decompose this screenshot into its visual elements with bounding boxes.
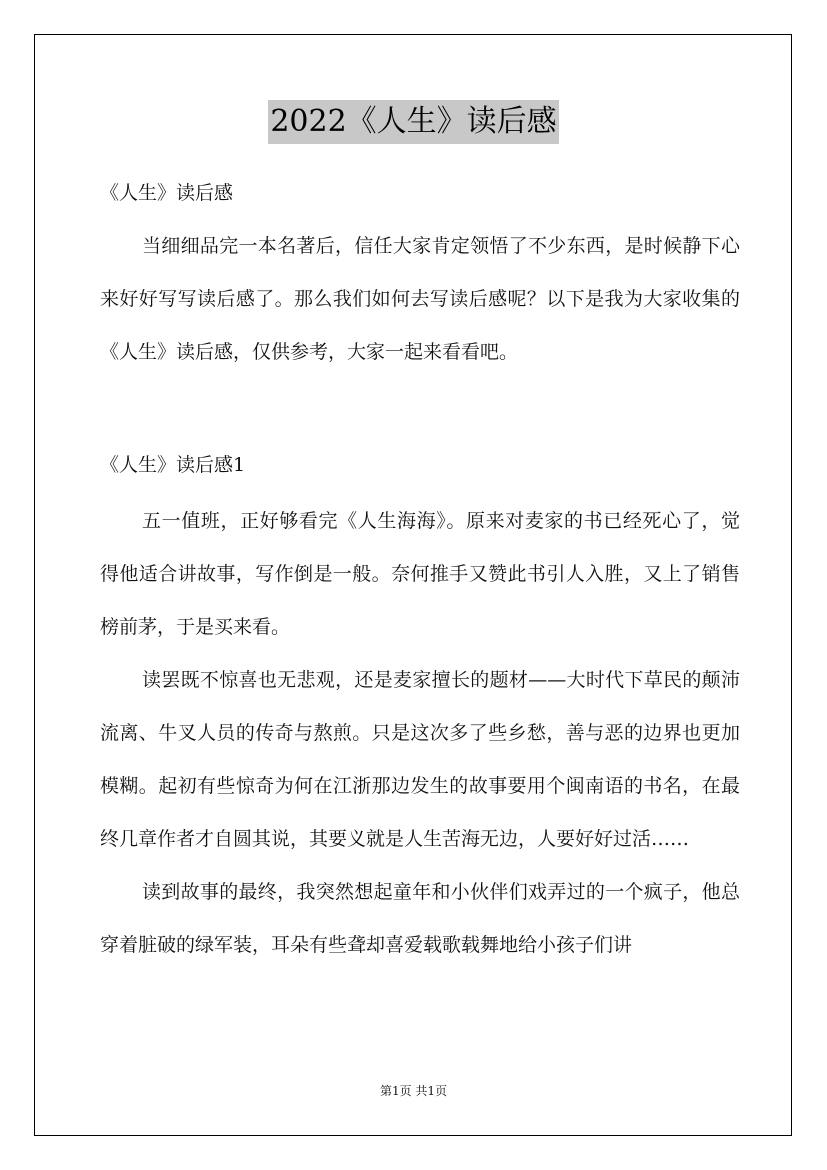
intro-paragraph: 当细细品完一本名著后，信任大家肯定领悟了不少东西，是时候静下心来好好写写读后感了。那么我们如何去写读后感呢？以下是我为大家收集的《人生》读后感，仅供参考，大家一起来看看吧。 — [100, 235, 740, 363]
paragraph: 读罢既不惊喜也无悲观，还是麦家擅长的题材——大时代下草民的颠沛流离、牛叉人员的传奇与熬煎。只是这次多了些乡愁，善与恶的边界也更加模糊。起初有些惊奇为何在江浙那边发生的故事要用个闽南语的书名，在最终几章作者才自圆其说，其要义就是人生苦海无边，人要好好过活…… — [100, 669, 740, 850]
section-heading — [100, 450, 740, 480]
body-text — [100, 495, 740, 972]
intro-paragraph-block — [100, 220, 740, 379]
document-title — [0, 100, 827, 144]
section-heading-text: 《人生》读后感1 — [100, 454, 246, 476]
page-footer: 第1页 共1页 — [379, 1084, 448, 1098]
paragraph: 读到故事的最终，我突然想起童年和小伙伴们戏弄过的一个疯子，他总穿着脏破的绿军装，耳朵有些聋却喜爱载歌载舞地给小孩子们讲 — [100, 881, 740, 956]
document-title-text: 2022《人生》读后感 — [268, 100, 558, 144]
paragraph: 五一值班，正好够看完《人生海海》。原来对麦家的书已经死心了，觉得他适合讲故事，写作倒是一般。奈何推手又赞此书引人入胜，又上了销售榜前茅，于是买来看。 — [100, 510, 740, 638]
intro-heading-text: 《人生》读后感 — [100, 182, 234, 204]
intro-heading — [100, 178, 740, 208]
